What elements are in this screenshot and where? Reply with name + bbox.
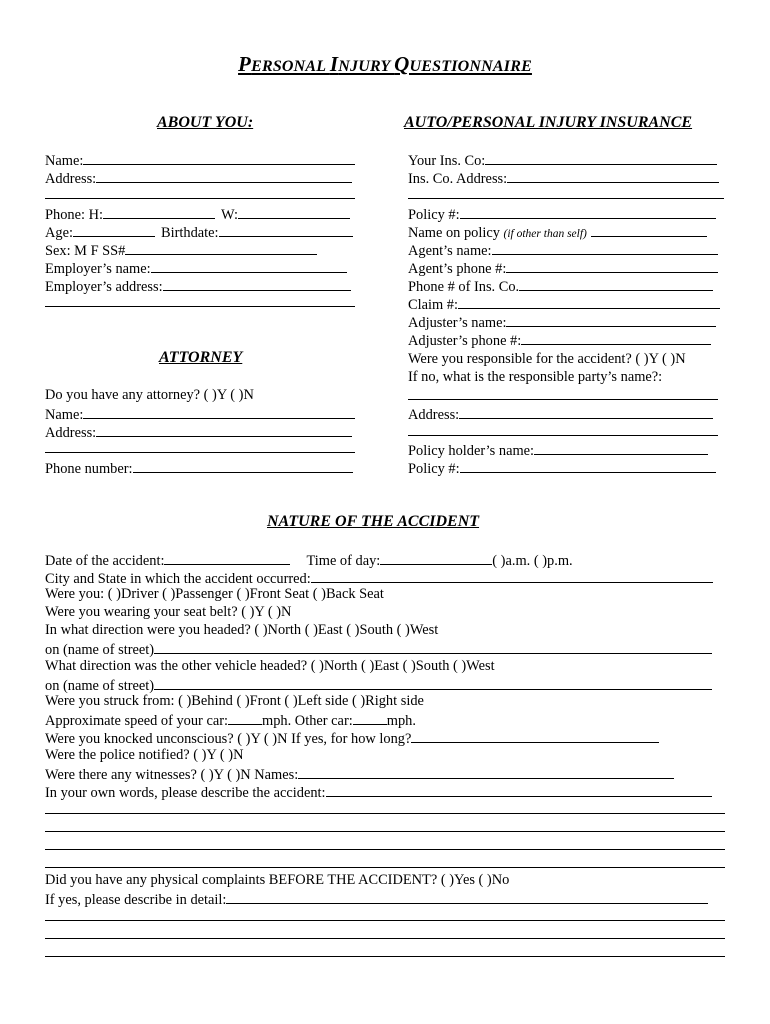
about-name-field[interactable]: Name:	[45, 151, 355, 168]
claim-field[interactable]: Claim #:	[408, 295, 720, 312]
complaints-line[interactable]	[45, 920, 725, 921]
were-you-options[interactable]: Were you: ( )Driver ( )Passenger ( )Front Seat ( )Back Seat	[45, 586, 384, 602]
direction-question[interactable]: In what direction were you headed? ( )North ( )East ( )South ( )West	[45, 622, 439, 638]
accident-city-field[interactable]: City and State in which the accident occurred:	[45, 569, 713, 586]
adjuster-phone-field[interactable]: Adjuster’s phone #:	[408, 331, 711, 348]
employer-address-field[interactable]: Employer’s address:	[45, 277, 351, 294]
ins-address-line2[interactable]	[408, 198, 724, 199]
about-address-field[interactable]: Address:	[45, 169, 352, 186]
attorney-heading: ATTORNEY	[159, 349, 243, 366]
name-on-policy-field[interactable]: Name on policy (if other than self)	[408, 223, 707, 240]
complaints-detail-field[interactable]: If yes, please describe in detail:	[45, 890, 708, 907]
ins-company-address-field[interactable]: Ins. Co. Address:	[408, 169, 719, 186]
describe-accident-field[interactable]: In your own words, please describe the accident:	[45, 783, 712, 800]
ins-phone-field[interactable]: Phone # of Ins. Co.	[408, 277, 713, 294]
ins-policy-field[interactable]: Policy #:	[408, 205, 716, 222]
other-street-name-field[interactable]: on (name of street)	[45, 676, 712, 693]
speed-field[interactable]: Approximate speed of your car: mph. Other car: mph.	[45, 713, 416, 729]
complaints-line[interactable]	[45, 938, 725, 939]
attorney-address-line2[interactable]	[45, 452, 355, 453]
adjuster-name-field[interactable]: Adjuster’s name:	[408, 313, 716, 330]
ins-company-field[interactable]: Your Ins. Co:	[408, 151, 717, 168]
about-age-field[interactable]: Age: Birthdate:	[45, 223, 353, 240]
attorney-address-field[interactable]: Address:	[45, 423, 352, 440]
policy-holder-field[interactable]: Policy holder’s name:	[408, 441, 708, 458]
unconscious-question[interactable]: Were you knocked unconscious? ( )Y ( )N If yes, for how long?	[45, 729, 659, 746]
attorney-name-field[interactable]: Name:	[45, 405, 355, 422]
complaints-line[interactable]	[45, 956, 725, 957]
accident-heading: NATURE OF THE ACCIDENT	[267, 513, 480, 530]
responsible-question[interactable]: Were you responsible for the accident? ( )Y ( )N	[408, 351, 686, 367]
police-question[interactable]: Were the police notified? ( )Y ( )N	[45, 747, 244, 763]
describe-line[interactable]	[45, 831, 725, 832]
responsible-address-field[interactable]: Address:	[408, 405, 713, 422]
complaints-question[interactable]: Did you have any physical complaints BEFORE THE ACCIDENT? ( )Yes ( )No	[45, 872, 510, 888]
page-title: PERSONAL INJURY QUESTIONNAIRE	[238, 52, 532, 76]
witnesses-field[interactable]: Were there any witnesses? ( )Y ( )N Names:	[45, 765, 674, 782]
about-phone-field[interactable]: Phone: H: W:	[45, 205, 350, 222]
insurance-heading: AUTO/PERSONAL INJURY INSURANCE	[404, 114, 693, 131]
agent-name-field[interactable]: Agent’s name:	[408, 241, 718, 258]
other-direction-question[interactable]: What direction was the other vehicle headed? ( )North ( )East ( )South ( )West	[45, 658, 495, 674]
describe-line[interactable]	[45, 849, 725, 850]
employer-name-field[interactable]: Employer’s name:	[45, 259, 347, 276]
accident-date-time-field[interactable]: Date of the accident: Time of day: ( )a.m. ( )p.m.	[45, 553, 573, 569]
responsible-address-line2[interactable]	[408, 435, 718, 436]
employer-address-line2[interactable]	[45, 306, 355, 307]
attorney-question[interactable]: Do you have any attorney? ( )Y ( )N	[45, 387, 254, 403]
struck-from-question[interactable]: Were you struck from: ( )Behind ( )Front ( )Left side ( )Right side	[45, 693, 424, 709]
agent-phone-field[interactable]: Agent’s phone #:	[408, 259, 718, 276]
seat-belt-question[interactable]: Were you wearing your seat belt? ( )Y ( )N	[45, 604, 292, 620]
responsible-party-line[interactable]	[408, 399, 718, 400]
about-you-heading: ABOUT YOU:	[157, 114, 254, 131]
policy-number-field[interactable]: Policy #:	[408, 459, 716, 476]
street-name-field[interactable]: on (name of street)	[45, 640, 712, 657]
attorney-phone-field[interactable]: Phone number:	[45, 459, 353, 476]
about-address-line2[interactable]	[45, 198, 355, 199]
describe-line[interactable]	[45, 867, 725, 868]
responsible-party-label: If no, what is the responsible party’s name?:	[408, 369, 663, 385]
about-sex-ss-field[interactable]: Sex: M F SS#	[45, 241, 317, 258]
describe-line[interactable]	[45, 813, 725, 814]
